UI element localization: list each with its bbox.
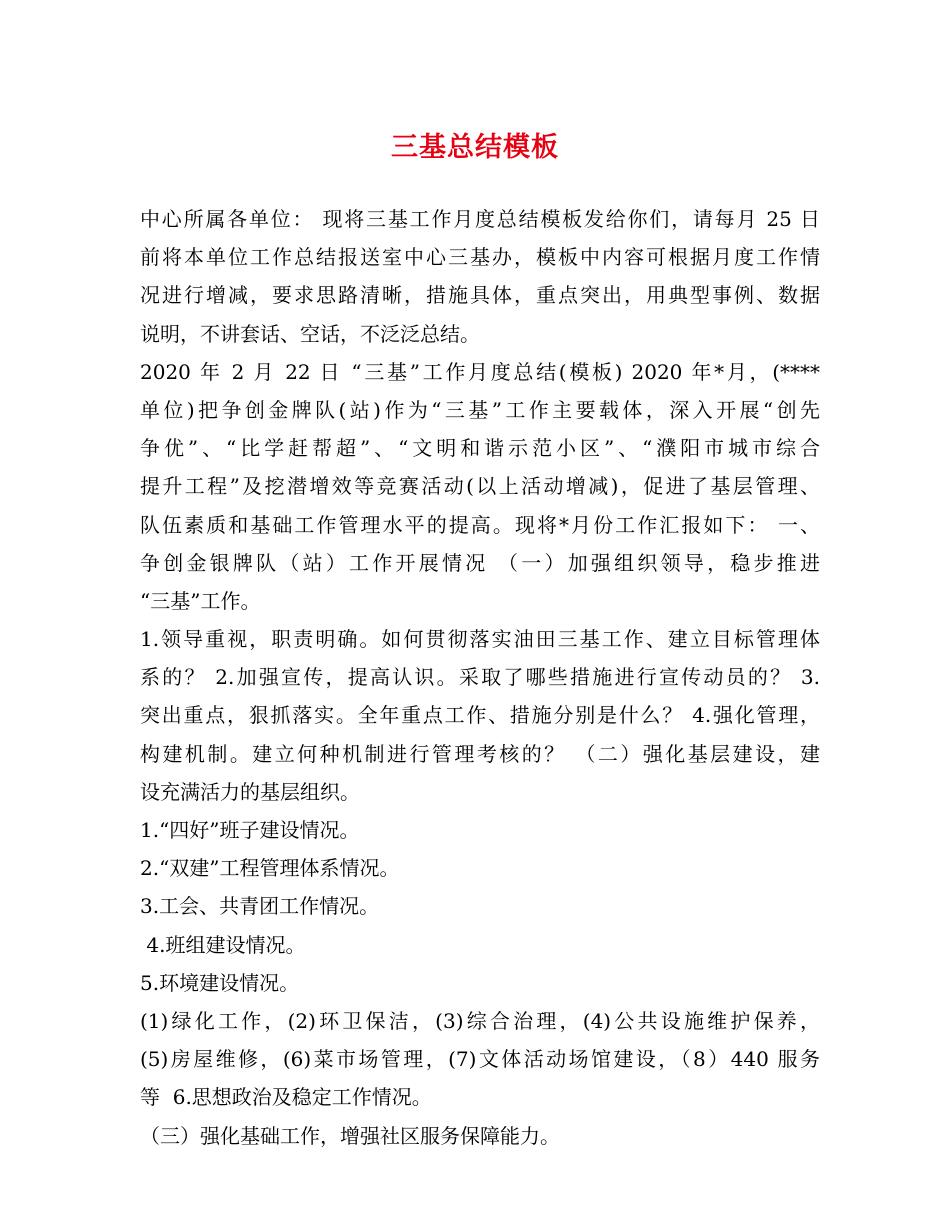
body-line: “三基”工作。	[140, 588, 261, 613]
body-line: 说明，不讲套话、空话，不泛泛总结。	[140, 321, 480, 346]
body-line: 1.“四好”班子建设情况。	[140, 818, 360, 842]
body-line: 3.工会、共青团工作情况。	[140, 894, 380, 919]
body-line: 队伍素质和基础工作管理水平的提高。现将*月份工作汇报如下： 一、	[140, 512, 820, 537]
body-line: 争创金银牌队（站）工作开展情况 （一）加强组织领导，稳步推进	[140, 550, 820, 575]
body-line: (1)绿化工作，(2)环卫保洁，(3)综合治理，(4)公共设施维护保养，	[140, 1008, 820, 1033]
body-line: 提升工程”及挖潜增效等竞赛活动(以上活动增减)，促进了基层管理、	[140, 474, 820, 499]
body-line: 中心所属各单位： 现将三基工作月度总结模板发给你们，请每月 25 日	[140, 207, 820, 231]
body-line: 4.班组建设情况。	[140, 932, 306, 957]
body-line: 争优”、“比学赶帮超”、“文明和谐示范小区”、“濮阳市城市综合	[140, 436, 820, 461]
body-line: (5)房屋维修，(6)菜市场管理，(7)文体活动场馆建设，（8）440 服务	[140, 1047, 820, 1072]
body-line: 等 6.思想政治及稳定工作情况。	[140, 1085, 432, 1110]
body-line: 突出重点，狠抓落实。全年重点工作、措施分别是什么？ 4.强化管理，	[140, 703, 820, 728]
body-line: （三）强化基础工作，增强社区服务保障能力。	[140, 1123, 560, 1148]
body-line: 构建机制。建立何种机制进行管理考核的？ （二）强化基层建设，建	[140, 741, 820, 766]
document-body	[140, 200, 820, 1155]
body-line: 2.“双建”工程管理体系情况。	[140, 856, 400, 881]
body-line: 系的？ 2.加强宣传，提高认识。采取了哪些措施进行宣传动员的？ 3.	[140, 665, 820, 690]
body-line: 单位)把争创金牌队(站)作为“三基”工作主要载体，深入开展“创先	[140, 397, 820, 422]
body-line: 设充满活力的基层组织。	[140, 779, 360, 804]
body-line: 2020 年 2 月 22 日 “三基”工作月度总结(模板) 2020 年*月，(****	[140, 359, 820, 384]
body-line: 前将本单位工作总结报送室中心三基办，模板中内容可根据月度工作情	[140, 245, 820, 270]
body-line: 况进行增减，要求思路清晰，措施具体，重点突出，用典型事例、数据	[140, 283, 820, 308]
body-line: 5.环境建设情况。	[140, 970, 300, 995]
body-line: 1.领导重视，职责明确。如何贯彻落实油田三基工作、建立目标管理体	[140, 627, 820, 652]
document-title: 三基总结模板	[391, 132, 559, 163]
